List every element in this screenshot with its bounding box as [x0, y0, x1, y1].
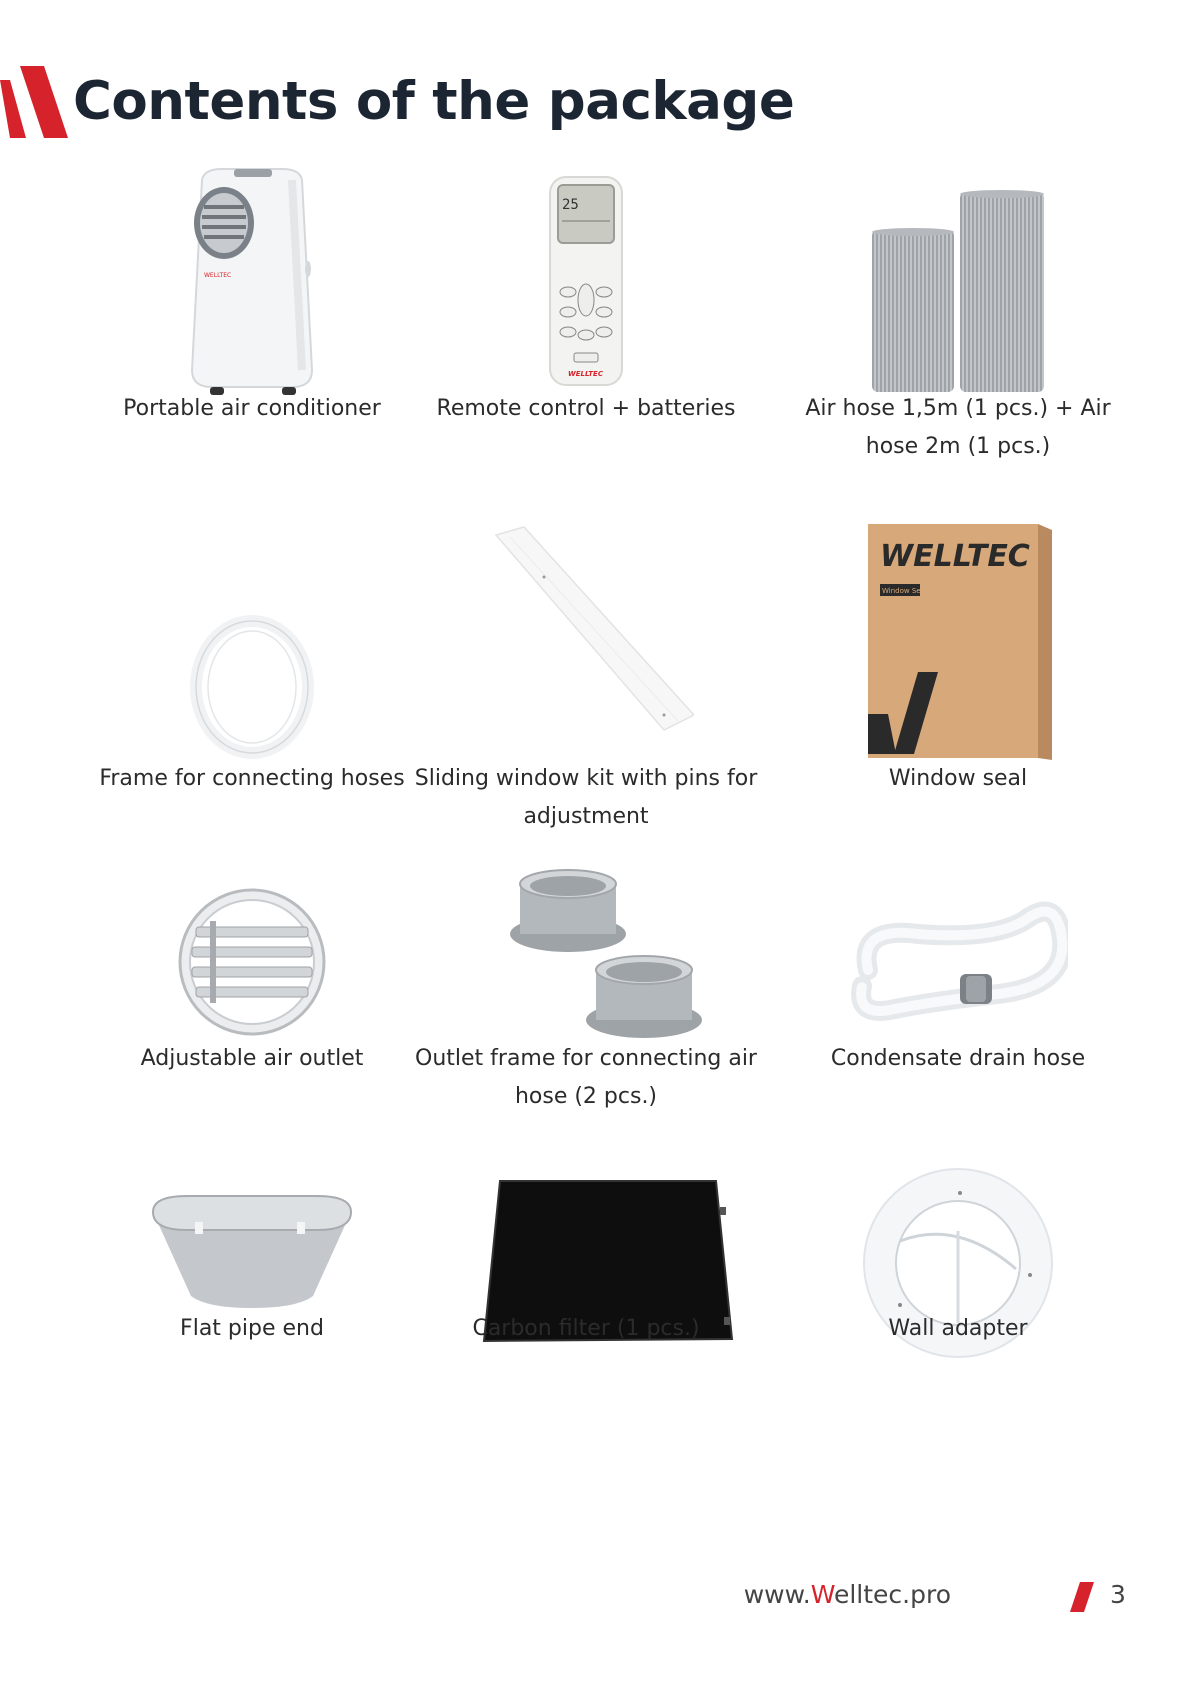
item-drain-hose	[778, 885, 1138, 1085]
item-caption: Wall adapter	[888, 1316, 1028, 1341]
item-window-kit	[406, 520, 766, 840]
item-flat-pipe-end	[72, 1180, 432, 1410]
air-hose-icon	[870, 190, 1050, 395]
remote-display: 25	[562, 197, 579, 213]
item-caption: Condensate drain hose	[830, 1046, 1086, 1071]
item-caption: Frame for connecting hoses	[99, 766, 405, 791]
item-air-hoses	[778, 160, 1138, 460]
flat-pipe-end-icon	[147, 1192, 357, 1312]
item-caption: Flat pipe end	[180, 1316, 324, 1341]
item-window-seal	[778, 520, 1138, 791]
url-accent: W	[810, 1580, 834, 1609]
item-caption: Outlet frame for connecting air hose (2 pcs.)	[415, 1046, 757, 1109]
brand-stripes-icon	[0, 66, 72, 138]
brand-slash-icon	[1070, 1582, 1094, 1612]
item-caption: Window seal	[888, 766, 1028, 791]
box-product: Window Seal	[882, 587, 927, 595]
remote-control-icon	[546, 175, 626, 390]
remote-brand: WELLTEC	[568, 370, 603, 378]
item-caption: Sliding window kit with pins for adjustment	[414, 766, 758, 829]
item-air-outlet	[72, 885, 432, 1085]
window-seal-box-icon	[866, 522, 1056, 760]
item-caption: Carbon filter (1 pcs.)	[472, 1316, 700, 1341]
item-caption: Adjustable air outlet	[140, 1046, 364, 1071]
item-remote-control	[406, 160, 766, 460]
url-suffix: elltec.pro	[833, 1580, 951, 1609]
item-hose-frame	[72, 600, 432, 830]
air-conditioner-icon	[172, 165, 332, 405]
drain-hose-icon	[848, 890, 1068, 1030]
item-caption: Air hose 1,5m (1 pcs.) + Air hose 2m (1 pcs.)	[805, 396, 1111, 459]
item-caption: Remote control + batteries	[436, 396, 736, 421]
hose-frame-icon	[189, 614, 315, 760]
box-brand: WELLTEC	[880, 539, 1030, 574]
air-outlet-icon	[174, 887, 330, 1037]
page-footer	[0, 1580, 1191, 1620]
footer-website-link[interactable]	[744, 1580, 951, 1609]
item-portable-air-conditioner	[72, 160, 432, 460]
item-outlet-frames	[406, 860, 766, 1120]
outlet-frame-icon	[506, 862, 706, 1040]
svg-text:WELLTEC: WELLTEC	[204, 272, 232, 279]
item-wall-adapter	[778, 1160, 1138, 1410]
window-kit-icon	[494, 525, 694, 735]
page-number: 3	[1110, 1580, 1126, 1609]
item-caption: Portable air conditioner	[123, 396, 381, 421]
page-title: Contents of the package	[73, 71, 795, 132]
item-carbon-filter	[406, 1180, 766, 1410]
url-prefix: www.	[743, 1580, 811, 1609]
